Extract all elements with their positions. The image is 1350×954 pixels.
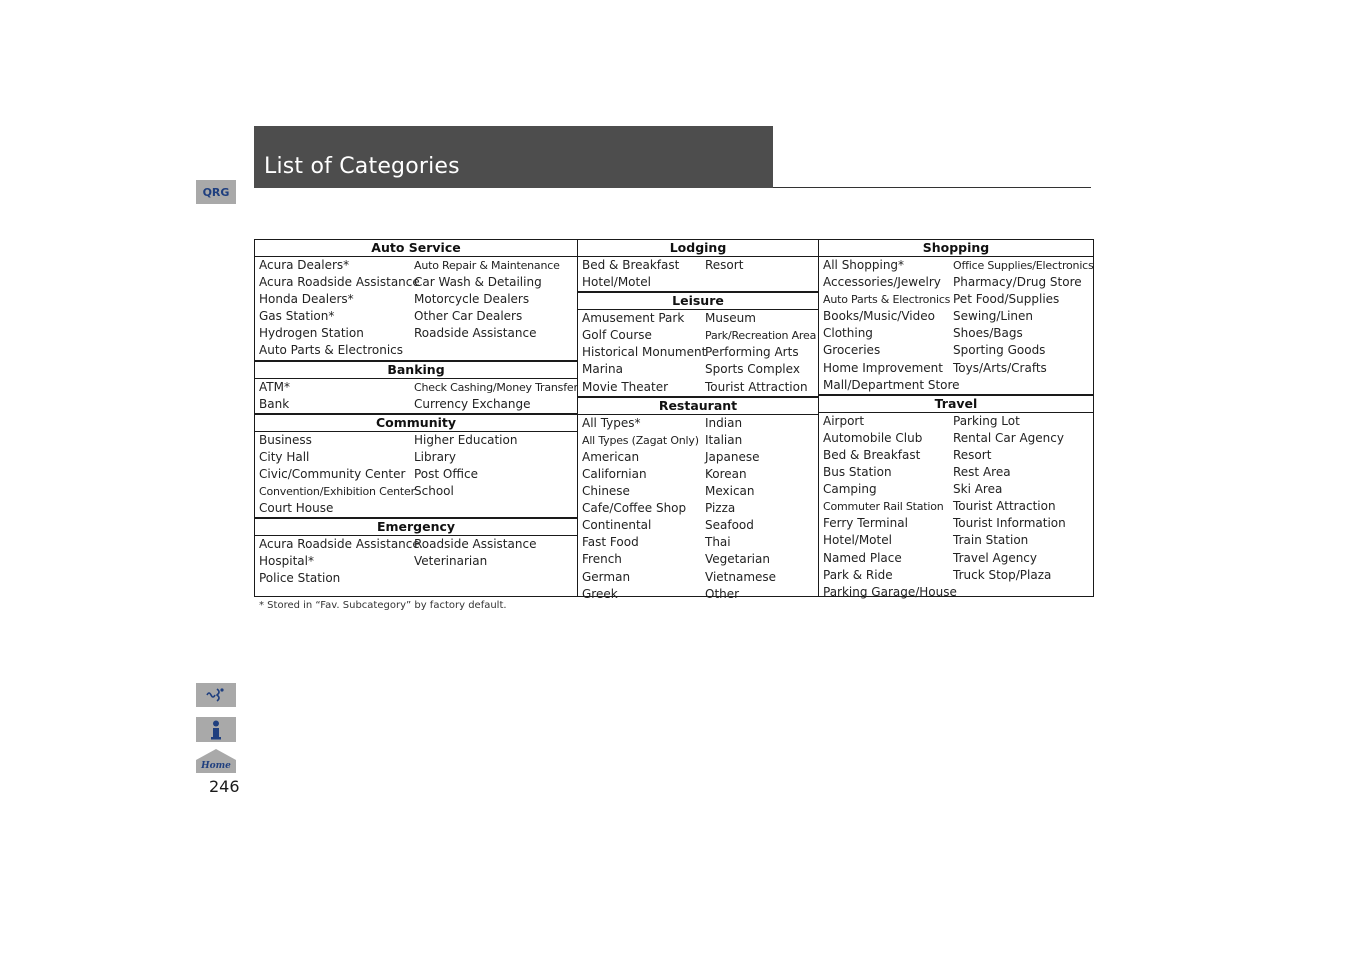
- category-item: Tourist Attraction: [953, 499, 1056, 514]
- category-item: Greek: [582, 586, 618, 601]
- category-item: [414, 500, 574, 517]
- table-row: [255, 500, 577, 517]
- category-item: Commuter Rail Station: [823, 500, 944, 514]
- table-row: [255, 325, 577, 342]
- category-item: Tourist Attraction: [705, 379, 808, 394]
- title-bar: [254, 126, 773, 188]
- category-item: Pizza: [705, 501, 736, 516]
- table-row: [819, 584, 1093, 601]
- section-title-travel: Travel: [819, 394, 1093, 413]
- category-item: Travel Agency: [953, 550, 1037, 565]
- category-item: Hotel/Motel: [582, 275, 651, 290]
- category-item: Civic/Community Center: [259, 466, 406, 481]
- info-button[interactable]: [196, 717, 236, 742]
- table-row: [578, 466, 818, 483]
- table-row: [578, 344, 818, 361]
- category-item: Hydrogen Station: [259, 326, 364, 341]
- category-item: Park/Recreation Area: [705, 329, 817, 343]
- category-item: Car Wash & Detailing: [414, 275, 542, 290]
- table-row: [255, 342, 577, 359]
- table-row: [578, 415, 818, 432]
- category-item: Named Place: [823, 550, 902, 565]
- table-row: [255, 308, 577, 325]
- category-item: [414, 342, 574, 359]
- table-row: [819, 377, 1093, 394]
- category-item: Business: [259, 432, 312, 447]
- table-row: [578, 569, 818, 586]
- table-row: [578, 257, 818, 274]
- category-item: Other: [705, 586, 740, 601]
- table-row: [255, 483, 577, 500]
- table-row: [578, 361, 818, 378]
- section-rows-emergency: [255, 536, 577, 587]
- category-item: Ski Area: [953, 482, 1003, 497]
- category-item: Police Station: [259, 571, 341, 586]
- category-item: Bank: [259, 396, 290, 411]
- table-row: [578, 274, 818, 291]
- category-item: [953, 377, 1091, 394]
- category-item: Pharmacy/Drug Store: [953, 275, 1082, 290]
- categories-column-2: [577, 239, 819, 601]
- category-item: All Types (Zagat Only): [582, 433, 699, 447]
- category-item: Vegetarian: [705, 552, 770, 567]
- category-item: Groceries: [823, 343, 881, 358]
- category-item: Parking Lot: [953, 413, 1020, 428]
- table-row: [819, 430, 1093, 447]
- category-item: Gas Station*: [259, 309, 335, 324]
- category-item: Acura Roadside Assistance: [259, 275, 420, 290]
- category-item: Clothing: [823, 326, 873, 341]
- table-row: [255, 553, 577, 570]
- table-row: [819, 413, 1093, 430]
- category-item: Roadside Assistance: [414, 537, 537, 552]
- category-item: Sports Complex: [705, 362, 800, 377]
- category-item: Currency Exchange: [414, 396, 531, 411]
- category-item: Train Station: [953, 533, 1029, 548]
- table-row: [255, 570, 577, 587]
- category-item: Sporting Goods: [953, 343, 1046, 358]
- category-item: Other Car Dealers: [414, 309, 523, 324]
- section-title-leisure: Leisure: [578, 291, 818, 310]
- category-item: Books/Music/Video: [823, 309, 935, 324]
- category-item: Ferry Terminal: [823, 516, 908, 531]
- section-title-lodging: Lodging: [578, 240, 818, 257]
- table-row: [578, 551, 818, 568]
- qrg-button[interactable]: [196, 180, 236, 204]
- home-label: Home: [201, 761, 231, 771]
- table-row: [255, 274, 577, 291]
- category-item: Tourist Information: [953, 516, 1066, 531]
- table-row: [578, 500, 818, 517]
- category-item: Convention/Exhibition Center: [259, 485, 415, 499]
- category-item: Japanese: [705, 449, 760, 464]
- table-row: [578, 517, 818, 534]
- table-row: [255, 291, 577, 308]
- table-row: [578, 449, 818, 466]
- category-item: Resort: [705, 258, 744, 272]
- table-row: [578, 483, 818, 500]
- category-item: Bed & Breakfast: [582, 258, 680, 272]
- table-row: [255, 466, 577, 483]
- category-item: Higher Education: [414, 432, 518, 447]
- category-item: Mall/Department Store: [823, 377, 960, 392]
- table-row: [819, 291, 1093, 308]
- category-item: Rental Car Agency: [953, 430, 1064, 445]
- category-item: [705, 274, 815, 291]
- table-row: [255, 257, 577, 274]
- section-rows-shopping: [819, 257, 1093, 394]
- category-item: Veterinarian: [414, 554, 488, 569]
- section-title-emergency: Emergency: [255, 517, 577, 536]
- home-button[interactable]: [196, 749, 236, 773]
- title-underline: [773, 187, 1091, 188]
- category-item: Golf Course: [582, 328, 652, 343]
- table-row: [578, 586, 818, 603]
- table-row: [578, 310, 818, 327]
- table-row: [255, 432, 577, 449]
- category-item: Californian: [582, 466, 647, 481]
- section-rows-community: [255, 432, 577, 517]
- category-item: French: [582, 552, 622, 567]
- category-item: Acura Roadside Assistance: [259, 537, 420, 552]
- category-item: School: [414, 484, 454, 499]
- category-item: Roadside Assistance: [414, 326, 537, 341]
- page-number: 246: [209, 777, 240, 796]
- category-item: Parking Garage/House: [823, 584, 957, 599]
- category-item: City Hall: [259, 449, 310, 464]
- home-icon: [196, 749, 236, 773]
- table-row: [819, 515, 1093, 532]
- category-item: Office Supplies/Electronics: [953, 259, 1094, 272]
- info-icon: [209, 720, 223, 740]
- section-rows-auto-service: [255, 257, 577, 360]
- category-item: Accessories/Jewelry: [823, 275, 941, 290]
- category-item: Motorcycle Dealers: [414, 292, 530, 307]
- table-row: [255, 536, 577, 553]
- section-title-shopping: Shopping: [819, 240, 1093, 257]
- table-row: [578, 534, 818, 551]
- section-title-community: Community: [255, 413, 577, 432]
- category-item: Post Office: [414, 466, 478, 481]
- category-item: Bus Station: [823, 465, 892, 480]
- category-item: [414, 570, 574, 587]
- section-rows-travel: [819, 413, 1093, 601]
- category-item: Auto Repair & Maintenance: [414, 259, 560, 272]
- category-item: Hotel/Motel: [823, 533, 892, 548]
- table-row: [255, 449, 577, 466]
- table-row: [819, 360, 1093, 377]
- category-item: Home Improvement: [823, 360, 943, 375]
- table-row: [578, 379, 818, 396]
- table-row: [819, 308, 1093, 325]
- voice-command-icon: [205, 686, 227, 704]
- table-row: [819, 325, 1093, 342]
- category-item: All Types*: [582, 415, 641, 430]
- category-item: Historical Monument: [582, 345, 707, 360]
- category-item: Library: [414, 449, 456, 464]
- section-rows-leisure: [578, 310, 818, 395]
- categories-column-1: [254, 239, 578, 597]
- category-item: Italian: [705, 432, 743, 447]
- section-title-banking: Banking: [255, 360, 577, 379]
- section-rows-lodging: [578, 257, 818, 291]
- category-item: Auto Parts & Electronics: [259, 343, 404, 358]
- category-item: Cafe/Coffee Shop: [582, 501, 687, 516]
- category-item: Continental: [582, 518, 652, 533]
- category-item: Museum: [705, 311, 756, 326]
- category-item: Camping: [823, 482, 877, 497]
- section-rows-banking: [255, 379, 577, 413]
- section-title-auto-service: Auto Service: [255, 240, 577, 257]
- qrg-label: QRG: [202, 185, 230, 199]
- category-item: Truck Stop/Plaza: [953, 567, 1052, 582]
- table-row: [819, 498, 1093, 515]
- category-item: Performing Arts: [705, 345, 799, 360]
- category-item: Honda Dealers*: [259, 292, 354, 307]
- category-item: Fast Food: [582, 535, 639, 550]
- footnote: * Stored in “Fav. Subcategory” by factory default.: [259, 600, 507, 611]
- table-row: [255, 396, 577, 413]
- table-row: [819, 567, 1093, 584]
- section-rows-restaurant: [578, 415, 818, 603]
- table-row: [578, 432, 818, 449]
- page-title: List of Categories: [264, 154, 460, 179]
- categories-column-3: [818, 239, 1094, 597]
- category-item: Chinese: [582, 484, 630, 499]
- category-item: ATM*: [259, 379, 290, 394]
- category-item: Acura Dealers*: [259, 258, 350, 272]
- category-item: German: [582, 569, 631, 584]
- table-row: [819, 464, 1093, 481]
- category-item: Indian: [705, 415, 743, 430]
- category-item: Toys/Arts/Crafts: [953, 360, 1047, 375]
- table-row: [255, 379, 577, 396]
- category-item: All Shopping*: [823, 258, 905, 272]
- category-item: Bed & Breakfast: [823, 447, 921, 462]
- table-row: [819, 257, 1093, 274]
- category-item: American: [582, 449, 640, 464]
- category-item: Rest Area: [953, 465, 1011, 480]
- category-item: Automobile Club: [823, 430, 923, 445]
- category-item: Check Cashing/Money Transfer: [414, 380, 578, 394]
- category-item: Amusement Park: [582, 311, 685, 326]
- category-item: Thai: [705, 535, 731, 550]
- category-item: Sewing/Linen: [953, 309, 1034, 324]
- category-item: Airport: [823, 413, 865, 428]
- table-row: [819, 342, 1093, 359]
- table-row: [819, 481, 1093, 498]
- category-item: Resort: [953, 447, 992, 462]
- table-row: [819, 550, 1093, 567]
- table-row: [819, 447, 1093, 464]
- voice-command-button[interactable]: [196, 683, 236, 707]
- category-item: Marina: [582, 362, 623, 377]
- category-item: Korean: [705, 466, 747, 481]
- category-item: Pet Food/Supplies: [953, 292, 1060, 307]
- category-item: Park & Ride: [823, 567, 893, 582]
- category-item: Auto Parts & Electronics: [823, 293, 951, 307]
- category-item: Movie Theater: [582, 379, 669, 394]
- category-item: Vietnamese: [705, 569, 777, 584]
- table-row: [578, 327, 818, 344]
- section-title-restaurant: Restaurant: [578, 396, 818, 415]
- category-item: Shoes/Bags: [953, 326, 1023, 341]
- category-item: Court House: [259, 501, 334, 516]
- category-item: Mexican: [705, 484, 755, 499]
- table-row: [819, 274, 1093, 291]
- category-item: [953, 584, 1091, 601]
- category-item: Hospital*: [259, 554, 314, 569]
- table-row: [819, 532, 1093, 549]
- category-item: Seafood: [705, 518, 754, 533]
